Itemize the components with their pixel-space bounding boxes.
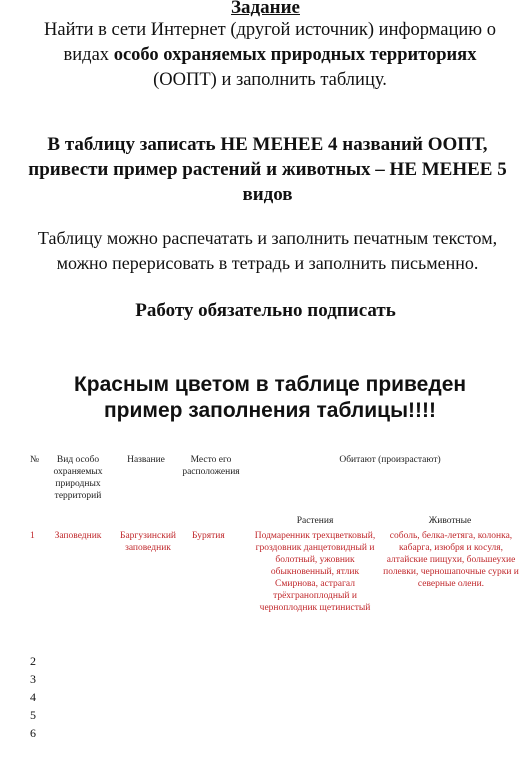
row1-type: Заповедник <box>54 531 102 541</box>
intro-text-start: Найти в сети Интернет (другой источник) информацию о видах <box>44 20 496 65</box>
header-type: Вид особо охраняемых природных территорий <box>53 455 103 501</box>
row-num-5: 5 <box>30 708 36 722</box>
intro-text-bold: особо охраняемых природных территориях <box>113 45 477 65</box>
header-inhabit: Обитают (произрастают) <box>339 455 441 465</box>
task-intro <box>40 18 500 93</box>
header-location: Место его расположения <box>182 455 240 477</box>
header-plants: Растения <box>296 516 334 526</box>
row1-location: Бурятия <box>192 531 225 541</box>
sign-note: Работу обязательно подписать <box>135 300 396 321</box>
row-num-2: 2 <box>30 654 36 668</box>
red-example-note: Красным цветом в таблице приведен пример заполнения таблицы!!!! <box>73 373 467 422</box>
row-num-3: 3 <box>30 672 36 686</box>
requirement-text: В таблицу записать НЕ МЕНЕЕ 4 названий ООПТ, привести пример растений и животных – НЕ МЕНЕЕ 5 видов <box>28 134 507 205</box>
header-animals: Животные <box>428 516 472 526</box>
task-title: Задание <box>231 0 300 18</box>
header-num: № <box>30 455 40 465</box>
header-name: Название <box>127 455 165 465</box>
row-num-4: 4 <box>30 690 36 704</box>
row-num-6: 6 <box>30 726 36 740</box>
row1-num: 1 <box>30 531 35 541</box>
row1-animals: соболь, белка-летяга, колонка, кабарга, изюбря и косуля, алтайские пищухи, большеухие полевки, черношапочные сурки и северные олени. <box>383 531 519 589</box>
row1-name: Баргузинский заповедник <box>120 531 176 553</box>
print-note: Таблицу можно распечатать и заполнить печатным текстом, можно перерисовать в тетрадь и заполнить письменно. <box>37 228 498 273</box>
intro-text-end: (ООПТ) и заполнить таблицу. <box>153 70 387 90</box>
row1-plants: Подмаренник трехцветковый, гроздовник данцетовидный и болотный, ужовник обыкновенный, ятлик Смирнова, астрагал трёхграноплодный и черноплодник щетинистый <box>254 531 376 613</box>
